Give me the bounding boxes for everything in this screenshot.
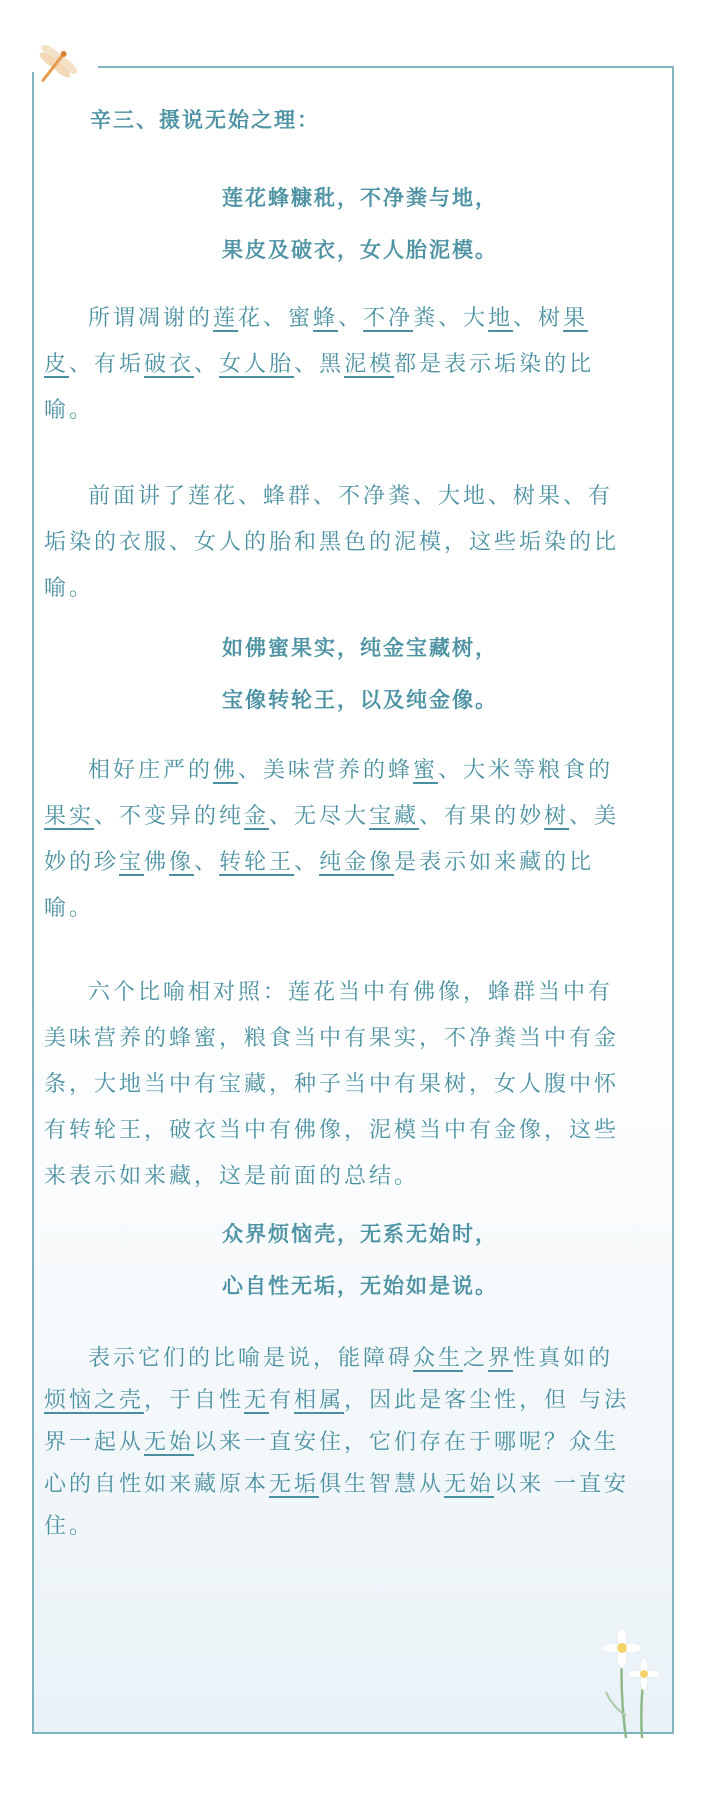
underlined-term: 无	[244, 1388, 270, 1413]
text-segment: 、	[338, 306, 364, 331]
text-segment: ，因此是客尘性，但 与法界一起从	[44, 1388, 630, 1455]
text-segment: 性真如的	[513, 1346, 614, 1371]
text-segment: 是表示如来藏的比喻。	[44, 850, 595, 921]
text-segment: 粪、大	[413, 306, 489, 331]
underlined-term: 无始	[444, 1472, 495, 1497]
text-segment: ，于自性	[144, 1388, 245, 1413]
paragraph-5	[44, 1338, 636, 1548]
paragraph-5-text	[44, 1338, 636, 1548]
verse-1-line-1: 莲花蜂糠秕，不净粪与地，	[222, 185, 498, 210]
text-segment: 、不变异的纯	[94, 804, 245, 829]
text-segment: 花、蜜	[238, 306, 314, 331]
text-segment: 、美味营养的蜂	[238, 758, 414, 783]
text-segment: 之	[463, 1346, 489, 1371]
verse-2-line-2: 宝像转轮王，以及纯金像。	[222, 687, 498, 712]
paragraph-4-text: 六个比喻相对照：莲花当中有佛像，蜂群当中有美味营养的蜂蜜，粮食当中有果实，不净粪当中有金条，大地当中有宝藏，种子当中有果树，女人腹中怀有转轮王，破衣当中有佛像，泥模当中有金像，这些来表示如来藏，这是前面的总结。	[44, 980, 620, 1189]
underlined-term: 破衣	[144, 352, 195, 377]
text-segment: 、有果的妙	[419, 804, 545, 829]
text-segment: 有	[269, 1388, 295, 1413]
paragraph-2-text: 前面讲了莲花、蜂群、不净粪、大地、树果、有垢染的衣服、女人的胎和黑色的泥模，这些垢染的比喻。	[44, 484, 620, 601]
text-segment: 、美妙的珍	[44, 804, 620, 875]
underlined-term: 转轮王	[219, 850, 295, 875]
text-segment: 所谓凋谢的	[88, 306, 214, 331]
paragraph-1-text	[44, 296, 636, 434]
text-segment: 、树	[513, 306, 564, 331]
underlined-term: 不净	[363, 306, 414, 331]
text-segment: 、无尽大	[269, 804, 370, 829]
underlined-term: 宝藏	[369, 804, 420, 829]
text-segment: 、有垢	[69, 352, 145, 377]
text-segment: 佛	[144, 850, 170, 875]
text-segment: 表示它们的比喻是说，能障碍	[88, 1346, 414, 1371]
underlined-term: 金	[244, 804, 270, 829]
underlined-term: 像	[169, 850, 195, 875]
text-segment: 都是表示垢染的比喻。	[44, 352, 595, 423]
verse-3-line-2: 心自性无垢，无始如是说。	[222, 1273, 498, 1298]
verse-2-line-1: 如佛蜜果实，纯金宝藏树，	[222, 635, 498, 660]
underlined-term: 宝	[119, 850, 145, 875]
paragraph-4	[44, 970, 636, 1200]
text-segment: 、	[194, 850, 220, 875]
paragraph-1	[44, 296, 636, 434]
dragonfly-icon	[30, 42, 80, 88]
underlined-term: 女人胎	[219, 352, 295, 377]
section-heading: 辛三、摄说无始之理：	[90, 107, 320, 132]
verse-1-line-2: 果皮及破衣，女人胎泥模。	[222, 237, 498, 262]
text-segment: 俱生智慧从	[319, 1472, 445, 1497]
verse-1	[0, 172, 720, 276]
underlined-term: 果皮	[44, 306, 589, 377]
flower-icon	[592, 1626, 672, 1738]
text-segment: 、大米等粮食的	[438, 758, 614, 783]
underlined-term: 佛	[213, 758, 239, 783]
underlined-term: 烦恼之壳	[44, 1388, 145, 1413]
underlined-term: 果实	[44, 804, 95, 829]
text-segment: 、黑	[294, 352, 345, 377]
underlined-term: 无始	[144, 1430, 195, 1455]
underlined-term: 蜂	[313, 306, 339, 331]
paragraph-3	[44, 748, 636, 932]
underlined-term: 地	[488, 306, 514, 331]
verse-2	[0, 622, 720, 726]
underlined-term: 界	[488, 1346, 514, 1371]
paragraph-2	[44, 474, 636, 612]
underlined-term: 众生	[413, 1346, 464, 1371]
text-segment: 、	[294, 850, 320, 875]
underlined-term: 蜜	[413, 758, 439, 783]
text-segment: 、	[194, 352, 220, 377]
underlined-term: 树	[544, 804, 570, 829]
underlined-term: 泥模	[344, 352, 395, 377]
underlined-term: 相属	[294, 1388, 345, 1413]
text-segment: 以来一直安住，它们存在于哪呢？众生心的自性如来藏原本	[44, 1430, 620, 1497]
text-segment: 以来 一直安住。	[44, 1472, 630, 1539]
underlined-term: 无垢	[269, 1472, 320, 1497]
verse-3-line-1: 众界烦恼壳，无系无始时，	[222, 1221, 498, 1246]
underlined-term: 纯金像	[319, 850, 395, 875]
underlined-term: 莲	[213, 306, 239, 331]
text-segment: 相好庄严的	[88, 758, 214, 783]
verse-3	[0, 1208, 720, 1312]
paragraph-3-text	[44, 748, 636, 932]
